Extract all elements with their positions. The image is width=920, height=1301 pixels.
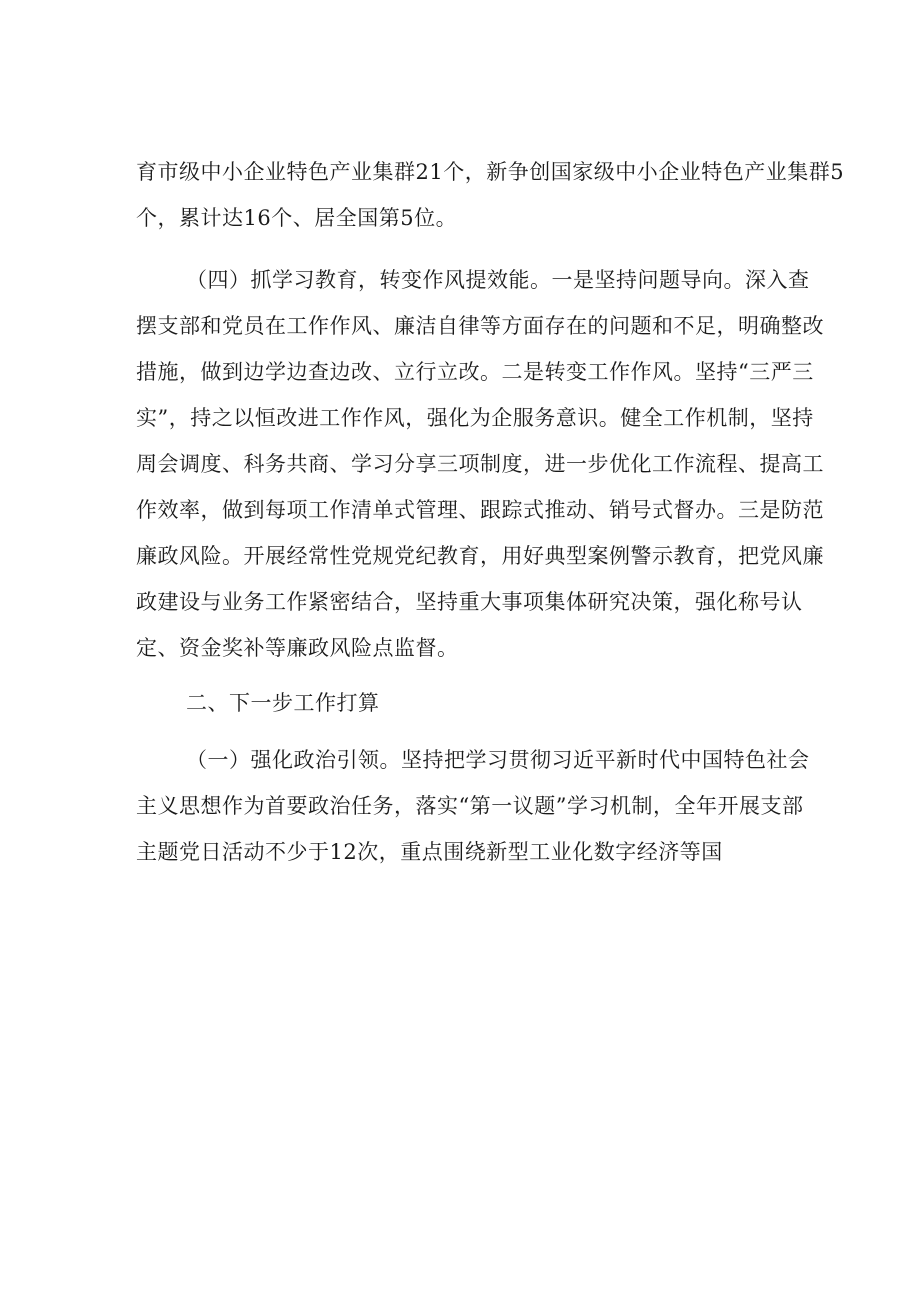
paragraph-2-line-8: 政建设与业务工作紧密结合，坚持重大事项集体研究决策，强化称号认: [136, 590, 803, 614]
paragraph-2-line-1: （四）抓学习教育，转变作风提效能。一是坚持问题导向。深入查: [186, 268, 810, 292]
paragraph-2-line-4: 实”，持之以恒改进工作作风，强化为企服务意识。健全工作机制，坚持: [136, 406, 814, 430]
paragraph-2-line-5: 周会调度、科务共商、学习分享三项制度，进一步优化工作流程、提高工: [136, 452, 824, 476]
paragraph-2-line-3: 措施，做到边学边查边改、立行立改。二是转变工作作风。坚持“三严三: [136, 360, 814, 384]
section-heading: 二、下一步工作打算: [186, 691, 380, 715]
paragraph-2-line-7: 廉政风险。开展经常性党规党纪教育，用好典型案例警示教育，把党风廉: [136, 544, 824, 568]
paragraph-1-line-2: 个，累计达16个、居全国第5位。: [136, 206, 458, 230]
paragraph-4-line-2: 主义思想作为首要政治任务，落实“第一议题”学习机制，全年开展支部: [136, 794, 804, 818]
paragraph-4-line-3: 主题党日活动不少于12次，重点围绕新型工业化数字经济等国: [136, 840, 723, 864]
paragraph-2-line-6: 作效率，做到每项工作清单式管理、跟踪式推动、销号式督办。三是防范: [136, 498, 824, 522]
paragraph-2-line-2: 摆支部和党员在工作作风、廉洁自律等方面存在的问题和不足，明确整改: [136, 314, 824, 338]
paragraph-1-line-1: 育市级中小企业特色产业集群21个，新争创国家级中小企业特色产业集群5: [136, 160, 845, 184]
paragraph-4-line-1: （一）强化政治引领。坚持把学习贯彻习近平新时代中国特色社会: [186, 748, 810, 772]
paragraph-2-line-9: 定、资金奖补等廉政风险点监督。: [136, 636, 459, 660]
